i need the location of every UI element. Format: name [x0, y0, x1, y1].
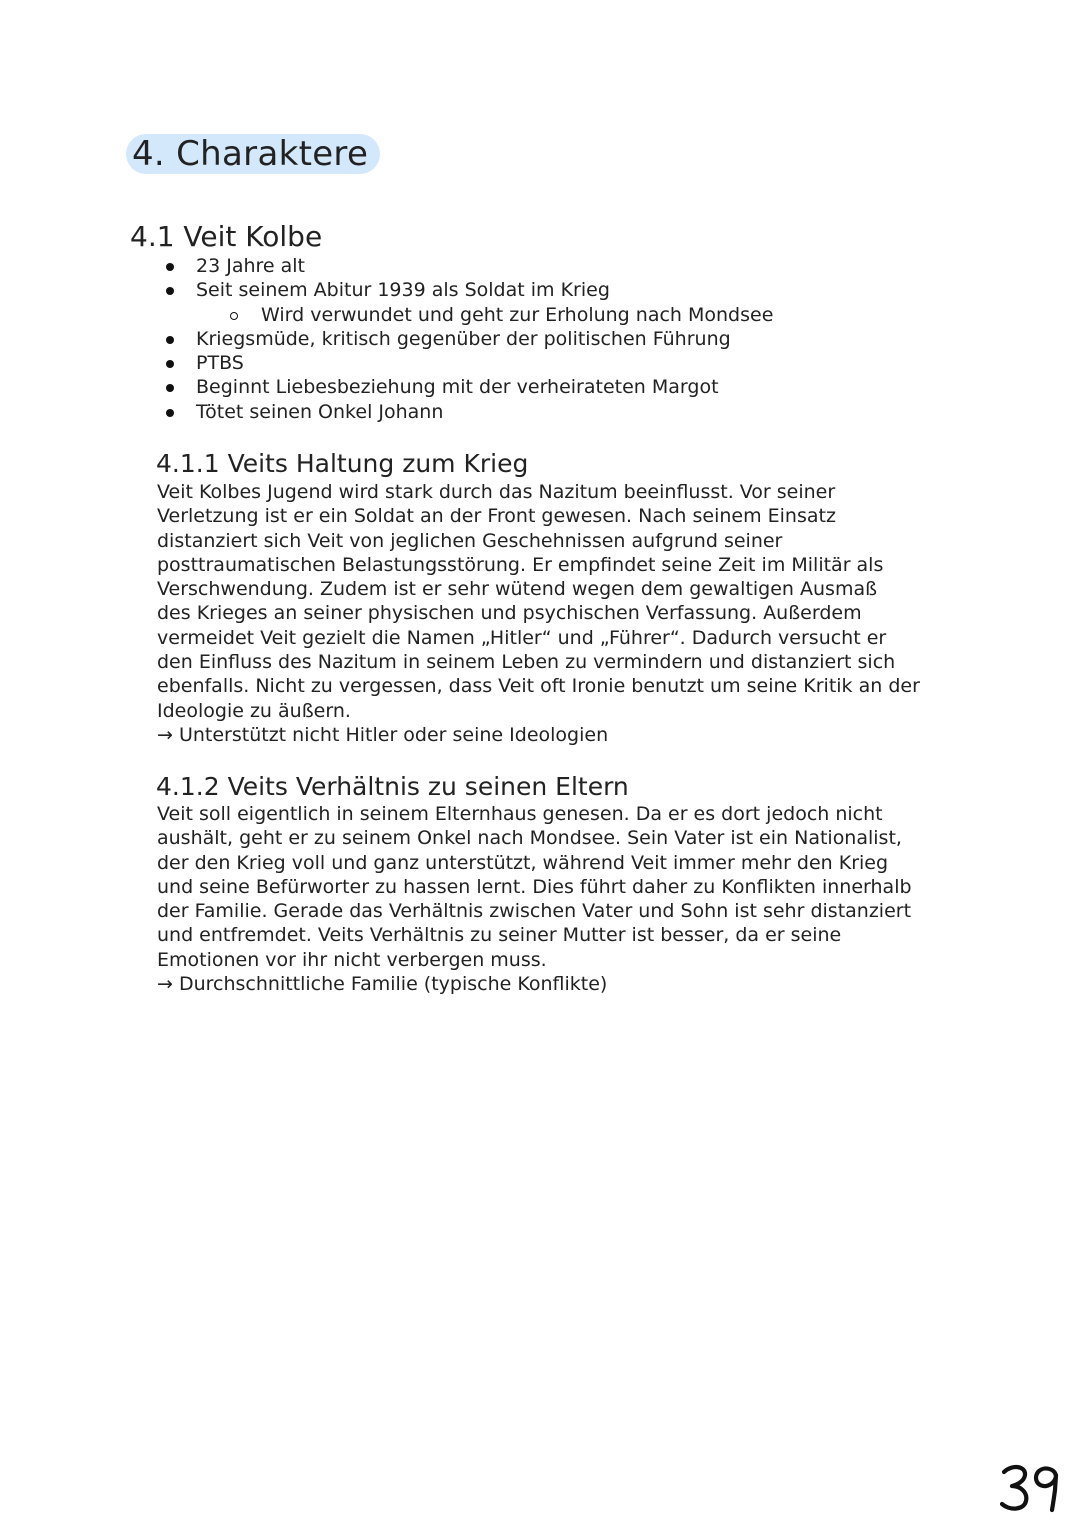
hollow-bullet-icon: [230, 312, 238, 320]
bullet-icon: [166, 336, 174, 344]
paragraph-line: der Familie. Gerade das Verhältnis zwischen Vater und Sohn ist sehr distanziert: [157, 900, 912, 923]
list-item: 23 Jahre alt: [160, 254, 773, 278]
paragraph-line: posttraumatischen Belastungsstörung. Er empfindet seine Zeit im Militär als: [157, 553, 884, 576]
sub-subsection-title: Veits Haltung zum Krieg: [219, 449, 529, 478]
parents-paragraph: [157, 802, 957, 996]
list-item: Beginnt Liebesbeziehung mit der verheirateten Margot: [160, 375, 773, 399]
bullet-icon: [166, 287, 174, 295]
list-item: PTBS: [160, 351, 773, 375]
paragraph-line: Ideologie zu äußern.: [157, 699, 351, 722]
sub-subsection-heading-parents: [156, 771, 629, 803]
section-heading: [126, 134, 380, 174]
paragraph-line: vermeidet Veit gezielt die Namen „Hitler“ und „Führer“. Dadurch versucht er: [157, 626, 887, 649]
paragraph-line: Veit soll eigentlich in seinem Elternhaus genesen. Da er es dort jedoch nicht: [157, 803, 883, 825]
paragraph-line: den Einfluss des Nazitum in seinem Leben zu vermindern und distanziert sich: [157, 651, 896, 674]
page-number-handwritten: [998, 1462, 1064, 1514]
paragraph-line: Verletzung ist er ein Soldat an der Front gewesen. Nach seinem Einsatz: [157, 505, 836, 528]
section-title: 4. Charaktere: [132, 134, 369, 174]
paragraph-line: des Krieges an seiner physischen und psychischen Verfassung. Außerdem: [157, 602, 862, 625]
paragraph-line: ebenfalls. Nicht zu vergessen, dass Veit oft Ironie benutzt um seine Kritik an der: [157, 675, 920, 698]
paragraph-line: aushält, geht er zu seinem Onkel nach Mondsee. Sein Vater ist ein Nationalist,: [157, 827, 902, 850]
bullet-icon: [166, 384, 174, 392]
conclusion-line: → Durchschnittliche Familie (typische Konflikte): [157, 973, 608, 996]
list-item: Kriegsmüde, kritisch gegenüber der politischen Führung: [160, 327, 773, 351]
bullet-icon: [166, 263, 174, 271]
sub-subsection-heading-attitude: [156, 448, 528, 480]
bullet-icon: [166, 409, 174, 417]
subsection-number: 4.1: [130, 220, 175, 253]
subsection-title: Veit Kolbe: [174, 220, 323, 253]
paragraph-line: und entfremdet. Veits Verhältnis zu seiner Mutter ist besser, da er seine: [157, 924, 842, 947]
subsection-heading: [130, 219, 322, 255]
sub-subsection-number: 4.1.2: [156, 772, 220, 801]
paragraph-line: distanziert sich Veit von jeglichen Geschehnissen aufgrund seiner: [157, 529, 783, 552]
paragraph-line: Emotionen vor ihr nicht verbergen muss.: [157, 948, 547, 971]
sub-subsection-title: Veits Verhältnis zu seinen Eltern: [219, 772, 629, 801]
character-facts-list: [160, 254, 773, 424]
conclusion-line: → Unterstützt nicht Hitler oder seine Ideologien: [157, 723, 609, 746]
bullet-icon: [166, 360, 174, 368]
list-item-nested: Wird verwundet und geht zur Erholung nach Mondsee: [160, 303, 773, 327]
paragraph-line: Veit Kolbes Jugend wird stark durch das Nazitum beeinflusst. Vor seiner: [157, 481, 836, 503]
list-item: Seit seinem Abitur 1939 als Soldat im Krieg: [160, 278, 773, 302]
paragraph-line: Verschwendung. Zudem ist er sehr wütend wegen dem gewaltigen Ausmaß: [157, 578, 878, 601]
paragraph-line: und seine Befürworter zu hassen lernt. Dies führt daher zu Konflikten innerhalb: [157, 875, 912, 898]
sub-subsection-number: 4.1.1: [156, 449, 220, 478]
paragraph-line: der den Krieg voll und ganz unterstützt, während Veit immer mehr den Krieg: [157, 851, 889, 874]
list-item: Tötet seinen Onkel Johann: [160, 400, 773, 424]
attitude-paragraph: [157, 480, 957, 747]
